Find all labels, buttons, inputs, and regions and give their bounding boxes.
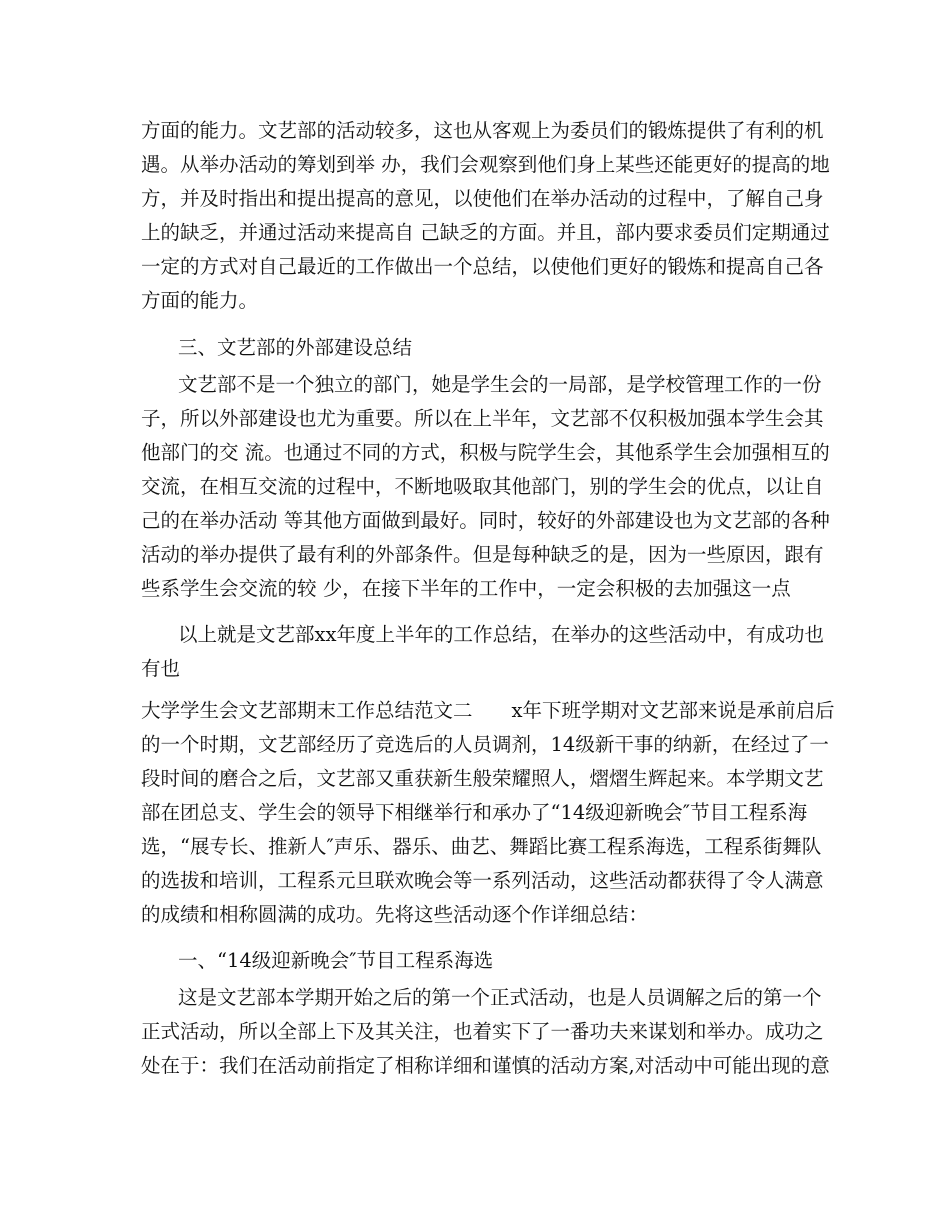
text-line: 部在团总支、学生会的领导下相继举行和承办了“14级迎新晚会″节目工程系海 bbox=[141, 801, 808, 824]
section-heading: 一、“14级迎新晚会″节目工程系海选 bbox=[178, 949, 494, 972]
text-line: 方，并及时指出和提出提高的意见，以使他们在举办活动的过程中，了解自己身 bbox=[141, 187, 824, 210]
text-line: 他部门的交 流。也通过不同的方式，积极与院学生会，其他系学生会加强相互的 bbox=[141, 441, 830, 464]
text-line: 方面的能力。文艺部的活动较多，这也从客观上为委员们的锻炼提供了有利的机 bbox=[141, 119, 824, 142]
text-line: 段时间的磨合之后，文艺部又重获新生般荣耀照人，熠熠生辉起来。本学期文艺 bbox=[141, 767, 824, 790]
text-line: 一定的方式对自己最近的工作做出一个总结，以使他们更好的锻炼和提高自己各 bbox=[141, 255, 824, 278]
text-line: 正式活动，所以全部上下及其关注，也着实下了一番功夫来谋划和举办。成功之 bbox=[141, 1020, 824, 1043]
text-line: 方面的能力。 bbox=[141, 289, 259, 312]
text-line: 活动的举办提供了最有利的外部条件。但是每种缺乏的是，因为一些原因，跟有 bbox=[141, 543, 824, 566]
section-heading: 三、文艺部的外部建设总结 bbox=[178, 336, 413, 359]
text-line: 交流，在相互交流的过程中，不断地吸取其他部门，别的学生会的优点，以让自 bbox=[141, 475, 824, 498]
text-line: 些系学生会交流的较 少，在接下半年的工作中，一定会积极的去加强这一点 bbox=[141, 577, 791, 600]
text-line: 以上就是文艺部xx年度上半年的工作总结，在举办的这些活动中，有成功也 bbox=[178, 623, 824, 646]
text-line: 己的在举办活动 等其他方面做到最好。同时，较好的外部建设也为文艺部的各种 bbox=[141, 509, 830, 532]
text-line: 子，所以外部建设也尤为重要。所以在上半年，文艺部不仅积极加强本学生会其 bbox=[141, 407, 824, 430]
text-line: 的一个时期，文艺部经历了竞选后的人员调剂，14级新干事的纳新，在经过了一 bbox=[141, 733, 829, 756]
text-line: 遇。从举办活动的筹划到举 办，我们会观察到他们身上某些还能更好的提高的地 bbox=[141, 153, 830, 176]
text-line: 的选拔和培训，工程系元旦联欢晚会等一系列活动，这些活动都获得了令人满意 bbox=[141, 869, 824, 892]
text-line: 这是文艺部本学期开始之后的第一个正式活动，也是人员调解之后的第一个 bbox=[178, 986, 822, 1009]
text-line: 上的缺乏，并通过活动来提高自 己缺乏的方面。并且，部内要求委员们定期通过 bbox=[141, 221, 830, 244]
section-title: 大学学生会文艺部期末工作总结范文二 x年下班学期对文艺部来说是承前启后 bbox=[141, 699, 835, 722]
text-line: 有也 bbox=[141, 657, 181, 680]
text-line: 处在于：我们在活动前指定了相称详细和谨慎的活动方案,对活动中可能出现的意 bbox=[141, 1054, 830, 1077]
text-line: 选，“展专长、推新人″声乐、器乐、曲艺、舞蹈比赛工程系海选，工程系街舞队 bbox=[141, 835, 822, 858]
text-line: 的成绩和相称圆满的成功。先将这些活动逐个作详细总结： bbox=[141, 903, 649, 926]
text-line: 文艺部不是一个独立的部门，她是学生会的一局部，是学校管理工作的一份 bbox=[178, 373, 822, 396]
